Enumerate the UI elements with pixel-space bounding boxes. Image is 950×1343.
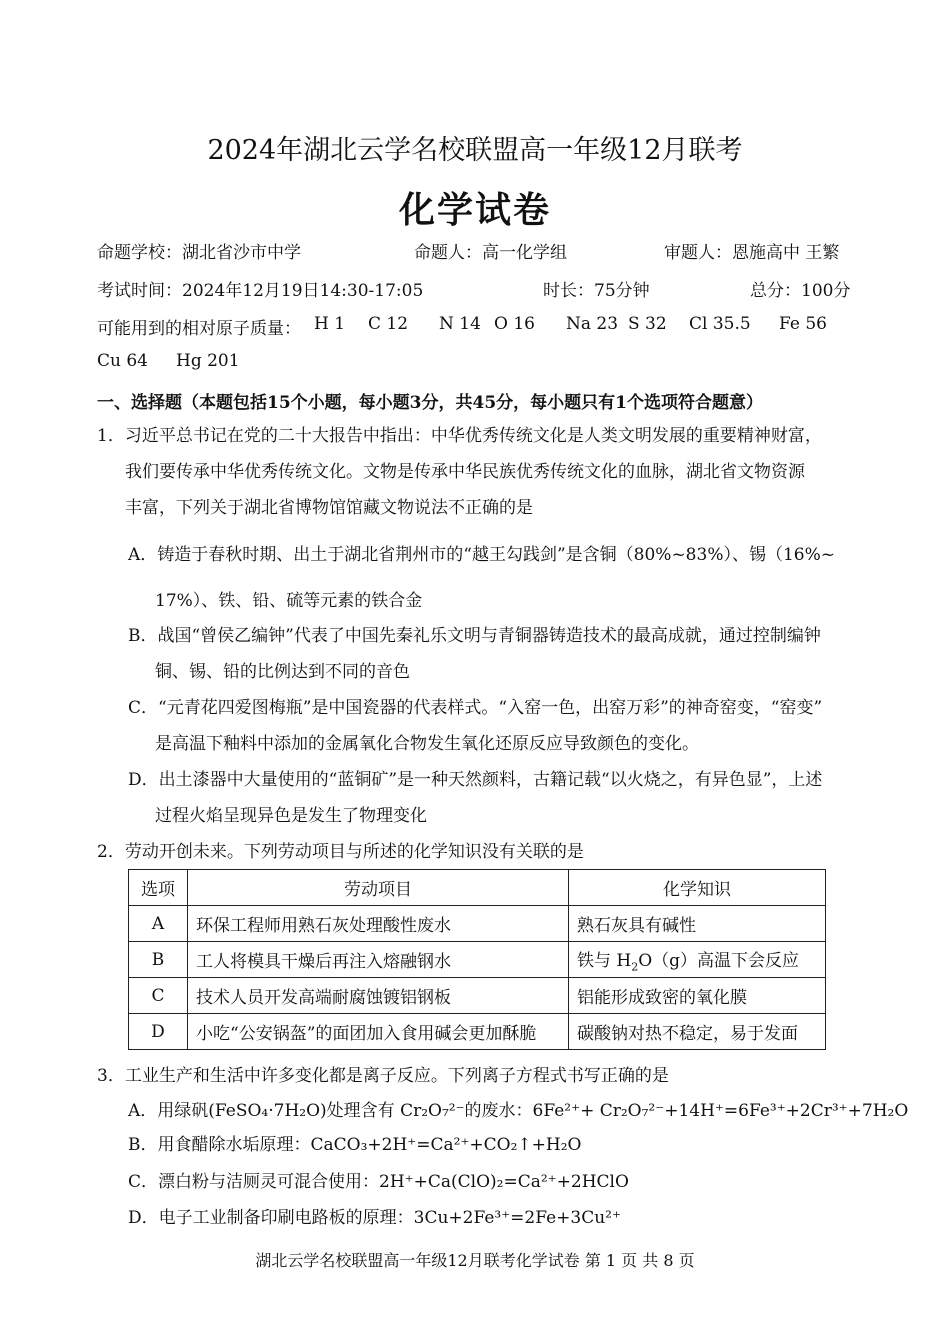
mass-cl: Cl 35.5 (689, 314, 751, 334)
q3-stem: 3．工业生产和生活中许多变化都是离子反应。下列离子方程式书写正确的是 (97, 1066, 669, 1086)
q1-option-c-line1: C．“元青花四爱图梅瓶”是中国瓷器的代表样式。“入窑一色，出窑万彩”的神奇窑变，“窑变” (128, 698, 823, 718)
row-option: C (129, 978, 188, 1014)
knowledge-pre: 铁与 H (577, 950, 632, 971)
q3-option-d: D．电子工业制备印刷电路板的原理：3Cu+2Fe³⁺=2Fe+3Cu²⁺ (128, 1208, 621, 1228)
page-footer: 湖北云学名校联盟高一年级12月联考化学试卷 第 1 页 共 8 页 (255, 1251, 695, 1270)
mass-hg: Hg 201 (176, 351, 240, 371)
mass-s: S 32 (628, 314, 667, 334)
mass-o: O 16 (494, 314, 535, 334)
header-knowledge: 化学知识 (569, 870, 826, 906)
exam-subject-title: 化学试卷 (398, 189, 551, 231)
q3-option-b: B．用食醋除水垢原理：CaCO₃+2H⁺=Ca²⁺+CO₂↑+H₂O (128, 1135, 582, 1155)
row-option: B (129, 942, 188, 978)
meta-masses-label: 可能用到的相对原子质量： (97, 319, 301, 339)
row-knowledge: 熟石灰具有碱性 (569, 906, 826, 942)
header-option: 选项 (129, 870, 188, 906)
q1-option-b-line1: B．战国“曾侯乙编钟”代表了中国先秦礼乐文明与青铜器铸造技术的最高成就，通过控制编钟 (128, 626, 821, 646)
section-heading: 一、选择题（本题包括15个小题，每小题3分，共45分，每小题只有1个选项符合题意） (97, 393, 763, 413)
q1-option-a-line2: 17%）、铁、铅、硫等元素的铁合金 (155, 591, 423, 611)
table-row (129, 1014, 826, 1050)
mass-fe: Fe 56 (779, 314, 827, 334)
exam-title: 2024年湖北云学名校联盟高一年级12月联考 (207, 135, 743, 166)
table-row (129, 906, 826, 942)
mass-h: H 1 (314, 314, 346, 334)
q2-stem: 2．劳动开创未来。下列劳动项目与所述的化学知识没有关联的是 (97, 842, 584, 862)
q1-option-a-line1: A．铸造于春秋时期、出土于湖北省荆州市的“越王勾践剑”是含铜（80%~83%）、锡（16%~ (128, 545, 836, 565)
row-knowledge: 铝能形成致密的氧化膜 (569, 978, 826, 1014)
q1-stem-line3: 丰富，下列关于湖北省博物馆馆藏文物说法不正确的是 (125, 498, 533, 518)
mass-c: C 12 (368, 314, 409, 334)
meta-total-score: 总分：100分 (750, 281, 851, 301)
row-work: 技术人员开发高端耐腐蚀镀铝钢板 (188, 978, 569, 1014)
knowledge-post: O（g）高温下会反应 (638, 950, 800, 971)
q1-option-c-line2: 是高温下釉料中添加的金属氧化合物发生氧化还原反应导致颜色的变化。 (155, 734, 699, 754)
mass-cu: Cu 64 (97, 351, 148, 371)
q2-table (128, 869, 826, 1050)
row-work: 环保工程师用熟石灰处理酸性废水 (188, 906, 569, 942)
table-row (129, 942, 826, 978)
knowledge-subscript: 2 (631, 960, 639, 974)
row-knowledge (569, 942, 826, 978)
q3-option-c: C．漂白粉与洁厕灵可混合使用：2H⁺+Ca(ClO)₂=Ca²⁺+2HClO (128, 1172, 629, 1192)
q1-stem-line2: 我们要传承中华优秀传统文化。文物是传承中华民族优秀传统文化的血脉，湖北省文物资源 (125, 462, 805, 482)
row-knowledge: 碳酸钠对热不稳定，易于发面 (569, 1014, 826, 1050)
row-option: D (129, 1014, 188, 1050)
q3-option-a: A．用绿矾(FeSO₄·7H₂O)处理含有 Cr₂O₇²⁻的废水：6Fe²⁺+ Cr₂O₇²⁻+14H⁺=6Fe³⁺+2Cr³⁺+7H₂O (128, 1101, 909, 1121)
row-work: 工人将模具干燥后再注入熔融钢水 (188, 942, 569, 978)
q1-option-d-line2: 过程火焰呈现异色是发生了物理变化 (155, 806, 427, 826)
mass-na: Na 23 (566, 314, 619, 334)
meta-author: 命题人：高一化学组 (414, 243, 567, 263)
q1-option-b-line2: 铜、锡、铅的比例达到不同的音色 (155, 662, 410, 682)
row-option: A (129, 906, 188, 942)
meta-school: 命题学校：湖北省沙市中学 (97, 243, 301, 263)
header-work: 劳动项目 (188, 870, 569, 906)
q1-option-d-line1: D．出土漆器中大量使用的“蓝铜矿”是一种天然颜料，古籍记载“以火烧之，有异色显”，上述 (128, 770, 823, 790)
table-row (129, 978, 826, 1014)
meta-reviewer: 审题人：恩施高中 王繁 (664, 243, 840, 263)
row-work: 小吃“公安锅盔”的面团加入食用碱会更加酥脆 (188, 1014, 569, 1050)
meta-duration: 时长：75分钟 (543, 281, 650, 301)
meta-exam-time: 考试时间：2024年12月19日14:30-17:05 (97, 281, 424, 301)
table-header-row (129, 870, 826, 906)
q1-stem-line1: 1．习近平总书记在党的二十大报告中指出：中华优秀传统文化是人类文明发展的重要精神财富， (97, 426, 822, 446)
mass-n: N 14 (439, 314, 481, 334)
